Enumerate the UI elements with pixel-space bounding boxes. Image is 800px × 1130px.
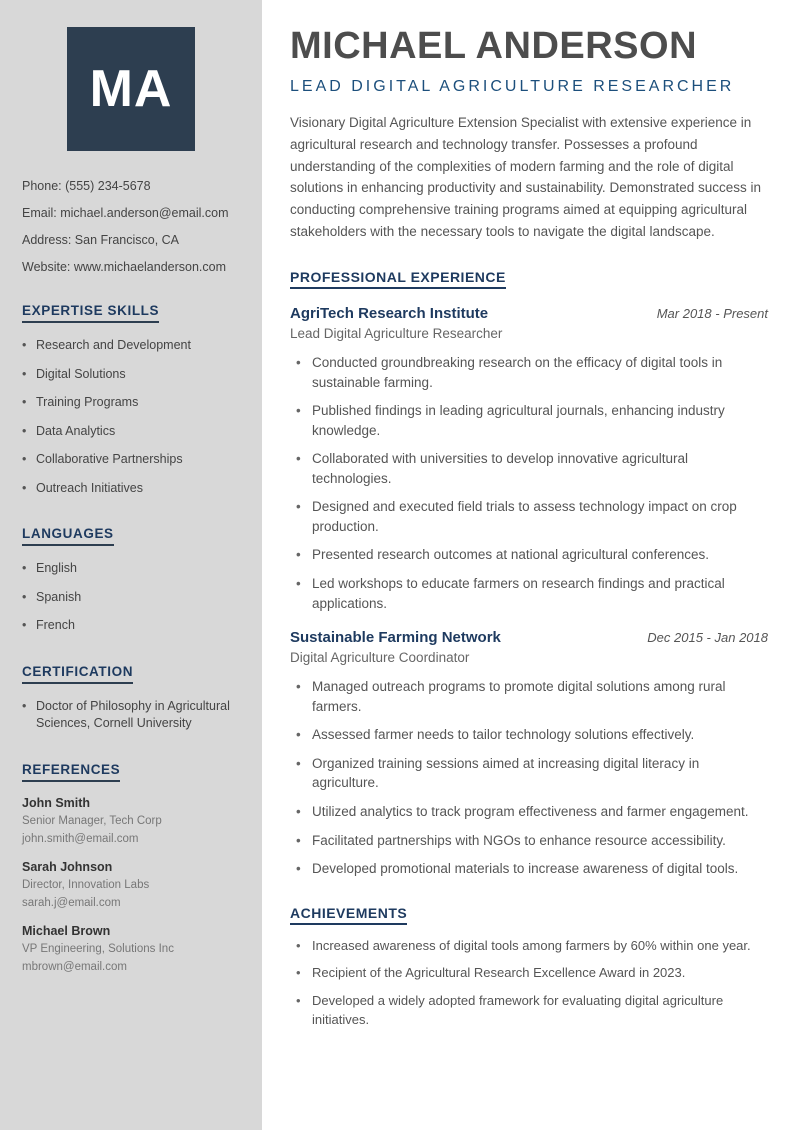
bullet-item: • Conducted groundbreaking research on the efficacy of digital tools in sustainable farming. <box>296 353 768 392</box>
main-content <box>262 0 800 1130</box>
reference-entry <box>22 796 240 847</box>
bullet-item: • Managed outreach programs to promote digital solutions among rural farmers. <box>296 677 768 716</box>
contact-website: Website: www.michaelanderson.com <box>22 260 227 274</box>
reference-name: Michael Brown <box>22 923 111 938</box>
achievement-item: • Recipient of the Agricultural Research Excellence Award in 2023. <box>296 964 768 983</box>
reference-title: VP Engineering, Solutions Inc <box>22 942 174 955</box>
languages-list <box>22 560 240 635</box>
reference-title: Director, Innovation Labs <box>22 878 150 891</box>
job-entry <box>290 305 768 613</box>
reference-entry <box>22 860 240 911</box>
bullet-item: • Utilized analytics to track program effectiveness and farmer engagement. <box>296 802 768 822</box>
contact-info <box>22 179 240 274</box>
job-header <box>290 305 768 322</box>
bullet-item: • Collaborated with universities to develop innovative agricultural technologies. <box>296 449 768 488</box>
certification-section <box>22 663 240 733</box>
job-role: Digital Agriculture Coordinator <box>290 650 470 666</box>
reference-name: Sarah Johnson <box>22 859 113 874</box>
contact-email: Email: michael.anderson@email.com <box>22 206 229 220</box>
bullet-item: • Led workshops to educate farmers on research findings and practical applications. <box>296 574 768 613</box>
skill-item: • Collaborative Partnerships <box>22 451 240 469</box>
job-bullets <box>290 677 768 879</box>
reference-email: mbrown@email.com <box>22 960 127 973</box>
job-dates: Dec 2015 - Jan 2018 <box>647 630 768 646</box>
contact-address: Address: San Francisco, CA <box>22 233 180 247</box>
reference-email: sarah.j@email.com <box>22 896 121 909</box>
job-entry <box>290 629 768 879</box>
achievements-list <box>290 937 768 1030</box>
reference-email: john.smith@email.com <box>22 832 139 845</box>
skill-item: • Research and Development <box>22 337 240 355</box>
references-section <box>22 761 240 976</box>
bullet-item: • Facilitated partnerships with NGOs to enhance resource accessibility. <box>296 831 768 851</box>
bullet-item: • Published findings in leading agricultural journals, enhancing industry knowledge. <box>296 401 768 440</box>
reference-entry <box>22 924 240 975</box>
job-dates: Mar 2018 - Present <box>656 305 768 321</box>
certification-heading: CERTIFICATION <box>22 664 133 684</box>
bullet-item: • Developed promotional materials to increase awareness of digital tools. <box>296 859 768 879</box>
reference-title: Senior Manager, Tech Corp <box>22 814 162 827</box>
company-name: Sustainable Farming Network <box>290 629 501 647</box>
skill-item: • Digital Solutions <box>22 366 240 384</box>
languages-section <box>22 525 240 635</box>
achievement-item: • Developed a widely adopted framework for evaluating digital agriculture initiatives. <box>296 992 768 1030</box>
skills-list <box>22 337 240 497</box>
experience-section <box>290 269 768 879</box>
references-list <box>22 796 240 976</box>
summary-paragraph: Visionary Digital Agriculture Extension Specialist with extensive experience in agricultural research and technology transfer. Possesses a profound understanding of the complexities of modern farming and the role of digital solutions in enhancing productivity and sustainability. Demonstrated success in conducting comprehensive training programs aimed at equipping agricultural stakeholders with the necessary tools to navigate the digital landscape. <box>290 114 762 240</box>
skill-item: • Training Programs <box>22 394 240 412</box>
bullet-item: • Organized training sessions aimed at increasing digital literacy in agriculture. <box>296 754 768 793</box>
job-header <box>290 629 768 646</box>
achievement-item: • Increased awareness of digital tools among farmers by 60% within one year. <box>296 937 768 956</box>
language-item: • French <box>22 617 240 635</box>
sidebar <box>0 0 262 1130</box>
language-item: • English <box>22 560 240 578</box>
certification-item: • Doctor of Philosophy in Agricultural Sciences, Cornell University <box>22 698 240 733</box>
bullet-item: • Assessed farmer needs to tailor technology solutions effectively. <box>296 725 768 745</box>
bullet-item: • Designed and executed field trials to assess technology impact on crop production. <box>296 497 768 536</box>
skill-item: • Outreach Initiatives <box>22 480 240 498</box>
language-item: • Spanish <box>22 589 240 607</box>
job-bullets <box>290 353 768 613</box>
monogram-avatar: MA <box>67 27 195 151</box>
certification-list <box>22 698 240 733</box>
reference-name: John Smith <box>22 795 91 810</box>
skill-item: • Data Analytics <box>22 423 240 441</box>
company-name: AgriTech Research Institute <box>290 304 489 322</box>
skills-heading: EXPERTISE SKILLS <box>22 303 159 323</box>
achievements-heading: ACHIEVEMENTS <box>290 905 407 925</box>
contact-phone: Phone: (555) 234-5678 <box>22 179 151 193</box>
languages-heading: LANGUAGES <box>22 526 114 546</box>
skills-section <box>22 302 240 497</box>
achievements-section <box>290 905 768 1030</box>
bullet-item: • Presented research outcomes at national agricultural conferences. <box>296 545 768 565</box>
experience-heading: PROFESSIONAL EXPERIENCE <box>290 269 506 289</box>
references-heading: REFERENCES <box>22 762 120 782</box>
page-title: MICHAEL ANDERSON <box>290 25 698 67</box>
job-title-subtitle: LEAD DIGITAL AGRICULTURE RESEARCHER <box>290 77 735 95</box>
job-role: Lead Digital Agriculture Researcher <box>290 325 503 341</box>
